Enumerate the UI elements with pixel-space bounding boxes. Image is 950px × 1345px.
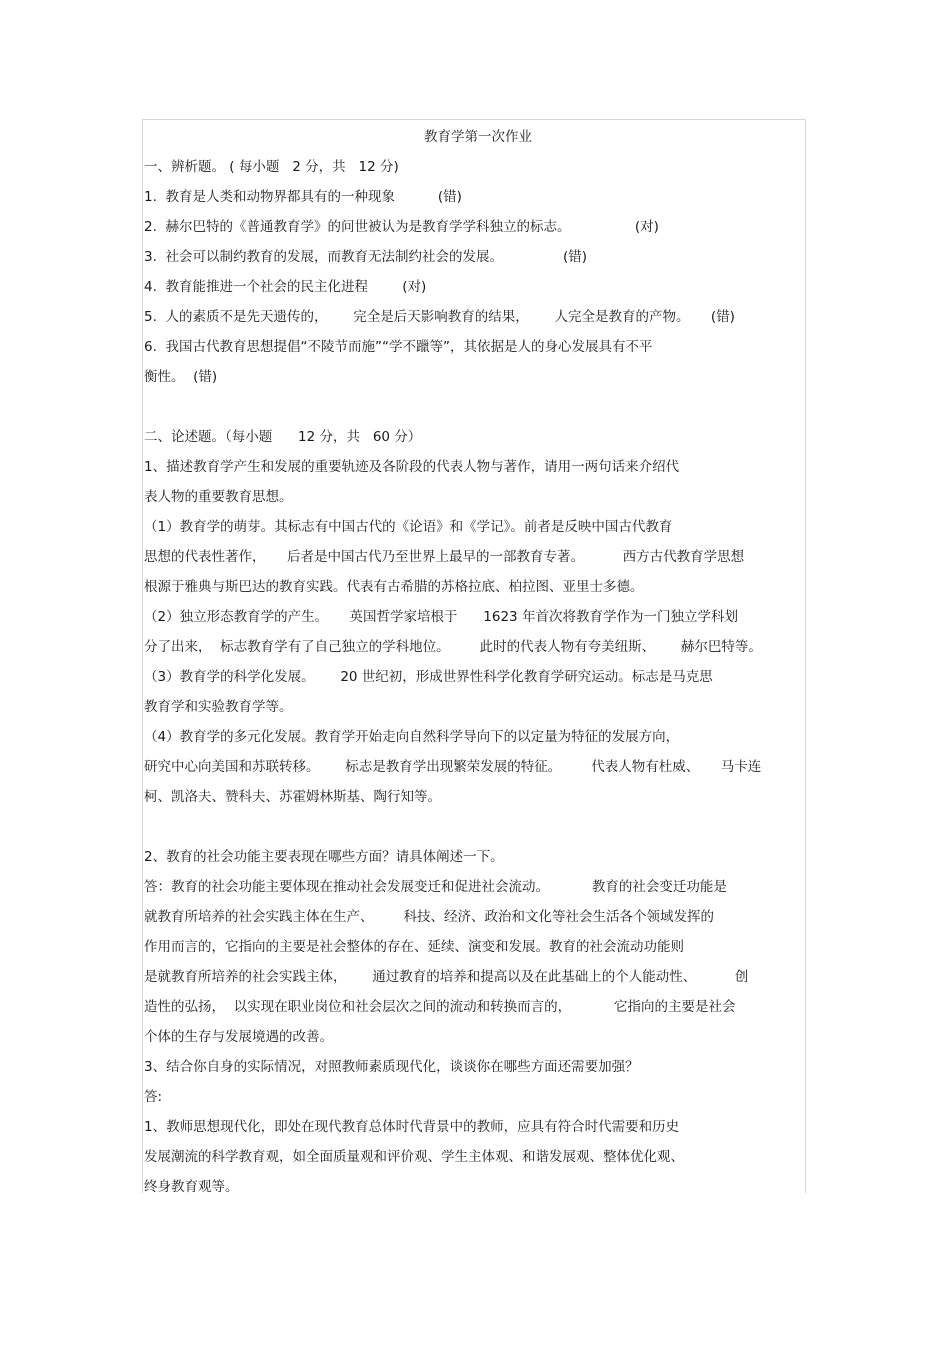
question1-line: （3）教育学的科学化发展。 20 世纪初，形成世界性科学化教育学研究运动。标志是马克思 [144, 669, 713, 685]
spacer [144, 392, 804, 422]
question2-line: 答：教育的社会功能主要体现在推动社会发展变迁和促进社会流动。 教育的社会变迁功能是 [144, 879, 727, 895]
section2-heading: 二、论述题。（每小题 12 分，共 60 分） [144, 429, 422, 445]
section1-item-6-cont: 衡性。 (错) [144, 369, 218, 385]
question1-line: 研究中心向美国和苏联转移。 标志是教育学出现繁荣发展的特征。 代表人物有杜威、 马卡连 [144, 759, 762, 775]
question1-line: 表人物的重要教育思想。 [144, 489, 293, 505]
question1-line: 分了出来， 标志教育学有了自己独立的学科地位。 此时的代表人物有夸美纽斯、 赫尔巴特等。 [144, 639, 762, 655]
spacer [144, 812, 804, 842]
section1-heading: 一、辨析题。 ( 每小题 2 分，共 12 分) [144, 159, 399, 175]
question2-line: 个体的生存与发展境遇的改善。 [144, 1029, 333, 1045]
document-body [144, 122, 804, 1202]
question1-line: 教育学和实验教育学等。 [144, 699, 293, 715]
document-title: 教育学第一次作业 [424, 129, 532, 145]
question3-line: 发展潮流的科学教育观，如全面质量观和评价观、学生主体观、和谐发展观、整体优化观、 [144, 1149, 684, 1165]
section1-item-6: 6. 我国古代教育思想提倡“不陵节而施”“学不躐等”，其依据是人的身心发展具有不平 [144, 339, 653, 355]
section1-item-5: 5. 人的素质不是先天遗传的， 完全是后天影响教育的结果， 人完全是教育的产物。 (错) [144, 309, 735, 325]
section1-item-2: 2. 赫尔巴特的《普通教育学》的问世被认为是教育学学科独立的标志。 (对) [144, 219, 659, 235]
question1-line: 根源于雅典与斯巴达的教育实践。代表有古希腊的苏格拉底、柏拉图、亚里士多德。 [144, 579, 644, 595]
section1-item-4: 4. 教育能推进一个社会的民主化进程 (对) [144, 279, 427, 295]
section1-item-1: 1. 教育是人类和动物界都具有的一种现象 (错) [144, 189, 462, 205]
question1-line: 1、描述教育学产生和发展的重要轨迹及各阶段的代表人物与著作，请用一两句话来介绍代 [144, 459, 680, 475]
section1-item-3: 3. 社会可以制约教育的发展，而教育无法制约社会的发展。 (错) [144, 249, 588, 265]
question2-line: 是就教育所培养的社会实践主体， 通过教育的培养和提高以及在此基础上的个人能动性、 创 [144, 969, 749, 985]
question1-line: 思想的代表性著作， 后者是中国古代乃至世界上最早的一部教育专著。 西方古代教育学思想 [144, 549, 745, 565]
question2-line: 2、教育的社会功能主要表现在哪些方面？请具体阐述一下。 [144, 849, 504, 865]
question1-line: （2）独立形态教育学的产生。 英国哲学家培根于 1623 年首次将教育学作为一门独立学科划 [144, 609, 738, 625]
question2-line: 作用而言的，它指向的主要是社会整体的存在、延续、演变和发展。教育的社会流动功能则 [144, 939, 684, 955]
question2-line: 就教育所培养的社会实践主体在生产、 科技、经济、政治和文化等社会生活各个领域发挥的 [144, 909, 715, 925]
question2-line: 造性的弘扬， 以实现在职业岗位和社会层次之间的流动和转换而言的， 它指向的主要是社会 [144, 999, 736, 1015]
question3-line: 答: [144, 1089, 163, 1105]
question1-line: 柯、凯洛夫、赞科夫、苏霍姆林斯基、陶行知等。 [144, 789, 441, 805]
question3-line: 3、结合你自身的实际情况，对照教师素质现代化，谈谈你在哪些方面还需要加强？ [144, 1059, 639, 1075]
question1-line: （1）教育学的萌芽。其标志有中国古代的《论语》和《学记》。前者是反映中国古代教育 [144, 519, 673, 535]
question1-line: （4）教育学的多元化发展。教育学开始走向自然科学导向下的以定量为特征的发展方向， [144, 729, 680, 745]
question3-line: 1、教师思想现代化，即处在现代教育总体时代背景中的教师，应具有符合时代需要和历史 [144, 1119, 680, 1135]
question3-line: 终身教育观等。 [144, 1179, 239, 1195]
